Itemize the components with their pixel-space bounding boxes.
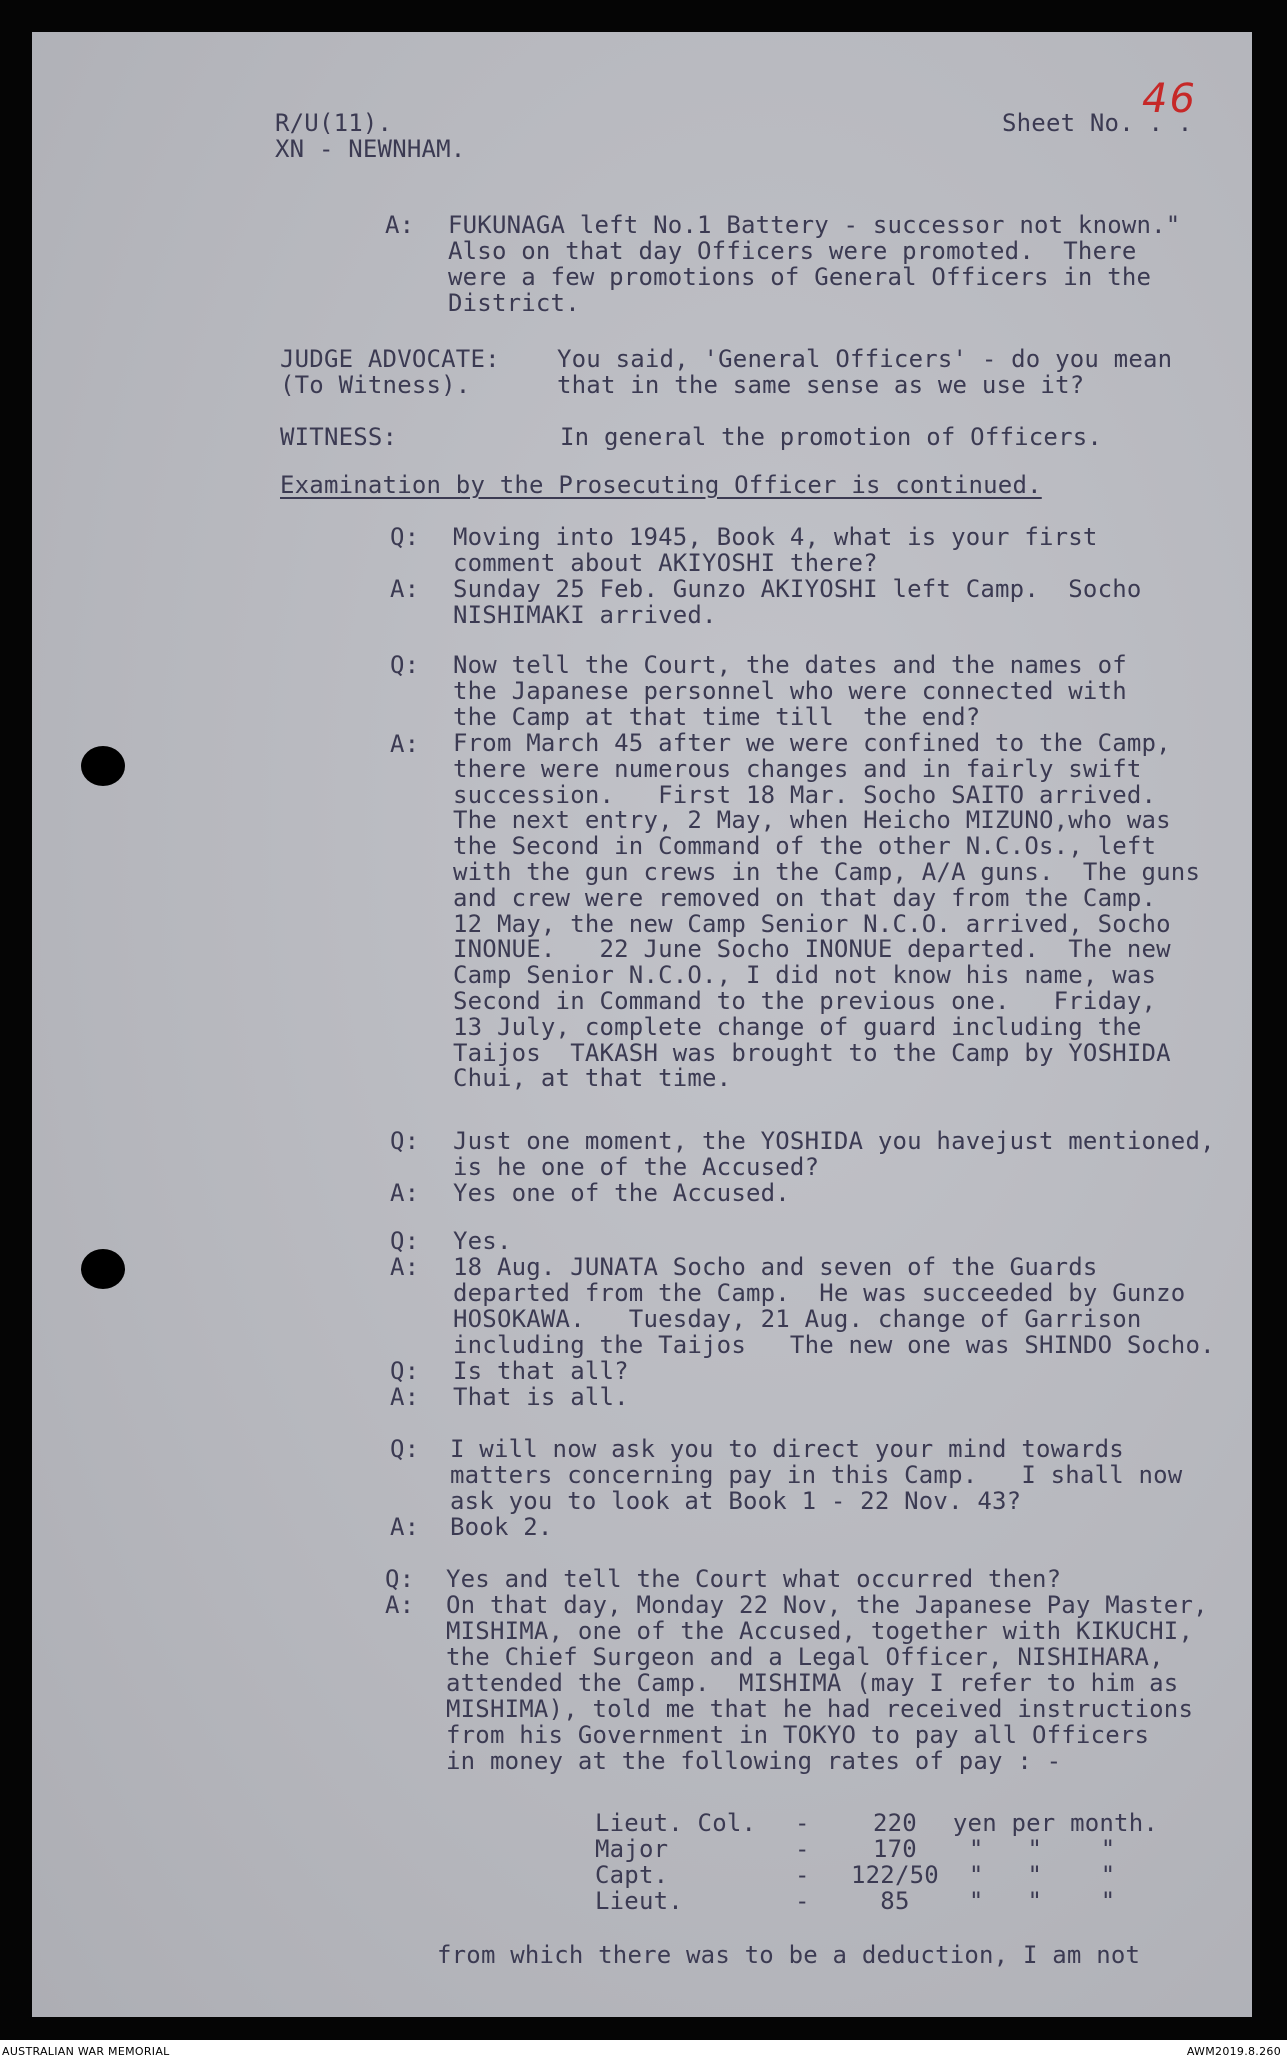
- question-mark: Q:: [390, 651, 420, 679]
- closing-line: from which there was to be a deduction, I am not: [437, 1941, 1141, 1969]
- pay-unit: " " ": [968, 1861, 1116, 1889]
- question-mark: Q:: [385, 1565, 415, 1593]
- table-row: [595, 1862, 1158, 1888]
- answer-mark: A:: [390, 1383, 420, 1411]
- judge-advocate-question: You said, 'General Officers' - do you mean that in the same sense as we use it?: [557, 345, 1173, 399]
- case-name: XN - NEWNHAM.: [275, 135, 466, 163]
- question-mark: Q:: [390, 1227, 420, 1255]
- answer-mark: A:: [390, 730, 420, 758]
- question-text: Just one moment, the YOSHIDA you havejust mentioned, is he one of the Accused?: [453, 1127, 1215, 1181]
- answer-text: From March 45 after we were confined to the Camp, there were numerous changes and in fairly swift succession. First 18 Mar. Socho SAITO arrived. The next entry, 2 May, when Heicho MIZUNO,who was the Second in Command of the other N.C.Os., left with the gun crews in the Camp, A/A guns. The guns and crew were removed on that day from the Camp. 12 May, the new Camp Senior N.C.O. arrived, Socho INONUE. 22 June Socho INONUE departed. The new Camp Senior N.C.O., I did not know his name, was Second in Command to the previous one. Friday, 13 July, complete change of guard including the Taijos TAKASH was brought to the Camp by YOSHIDA Chui, at that time.: [453, 729, 1201, 1093]
- speaker-witness: WITNESS:: [280, 423, 398, 451]
- pay-amount: 122/50: [851, 1861, 939, 1889]
- pay-amount: 170: [872, 1835, 917, 1863]
- question-mark: Q:: [390, 1435, 420, 1463]
- question-text: Now tell the Court, the dates and the names of the Japanese personnel who were connected with the Camp at that time till the end?: [453, 651, 1127, 731]
- question-text: Is that all?: [453, 1357, 629, 1385]
- question-mark: Q:: [390, 1357, 420, 1385]
- file-reference: R/U(11).: [275, 109, 393, 137]
- answer-mark: A:: [385, 1591, 415, 1619]
- footer-institution: AUSTRALIAN WAR MEMORIAL: [2, 2045, 170, 2058]
- pay-rank: Lieut. Col.: [595, 1809, 757, 1837]
- pay-dash: -: [795, 1809, 810, 1837]
- pay-unit: " " ": [968, 1835, 1116, 1863]
- section-heading: Examination by the Prosecuting Officer is continued.: [280, 471, 1042, 499]
- question-text: Yes and tell the Court what occurred then?: [446, 1565, 1062, 1593]
- answer-text: Yes one of the Accused.: [453, 1179, 790, 1207]
- answer-text: On that day, Monday 22 Nov, the Japanese Pay Master, MISHIMA, one of the Accused, together with KIKUCHI, the Chief Surgeon and a Legal Officer, NISHIHARA, attended the Camp. MISHIMA (may I refer to him as MISHIMA), told me that he had received instructions from his Government in TOKYO to pay all Officers in money at the following rates of pay : -: [446, 1591, 1208, 1775]
- table-row: [595, 1810, 1158, 1836]
- pay-rates-table: [595, 1810, 1158, 1914]
- sheet-label: Sheet No. . .: [1002, 109, 1193, 137]
- answer-text: Book 2.: [450, 1513, 553, 1541]
- answer-mark: A:: [390, 1513, 420, 1541]
- question-text: I will now ask you to direct your mind towards matters concerning pay in this Camp. I shall now ask you to look at Book 1 - 22 Nov. 43?: [450, 1435, 1183, 1515]
- pay-rank: Major: [595, 1835, 669, 1863]
- pay-dash: -: [795, 1887, 810, 1915]
- answer-text: FUKUNAGA left No.1 Battery - successor not known." Also on that day Officers were promoted. There were a few promotions of General Officers in the District.: [448, 211, 1181, 317]
- answer-mark: A:: [385, 211, 415, 239]
- answer-text: 18 Aug. JUNATA Socho and seven of the Guards departed from the Camp. He was succeeded by Gunzo HOSOKAWA. Tuesday, 21 Aug. change of Garrison including the Taijos The new one was SHINDO Socho.: [453, 1253, 1215, 1359]
- pay-unit: " " ": [968, 1887, 1116, 1915]
- table-row: [595, 1836, 1158, 1862]
- pay-dash: -: [795, 1861, 810, 1889]
- speaker-judge-advocate: JUDGE ADVOCATE: (To Witness).: [280, 345, 500, 399]
- table-row: [595, 1888, 1158, 1914]
- witness-answer: In general the promotion of Officers.: [560, 423, 1103, 451]
- pay-rank: Capt.: [595, 1861, 669, 1889]
- pay-dash: -: [795, 1835, 810, 1863]
- pay-rank: Lieut.: [595, 1887, 683, 1915]
- answer-mark: A:: [390, 575, 420, 603]
- question-mark: Q:: [390, 1127, 420, 1155]
- answer-text: That is all.: [453, 1383, 629, 1411]
- answer-text: Sunday 25 Feb. Gunzo AKIYOSHI left Camp. Socho NISHIMAKI arrived.: [453, 575, 1142, 629]
- sheet-number-handwritten: 46: [1142, 76, 1197, 122]
- question-text: Yes.: [453, 1227, 512, 1255]
- answer-mark: A:: [390, 1179, 420, 1207]
- pay-unit: yen per month.: [952, 1809, 1158, 1837]
- pay-amount: 85: [880, 1887, 910, 1915]
- answer-mark: A:: [390, 1253, 420, 1281]
- punch-hole-top: [81, 746, 125, 786]
- punch-hole-bottom: [81, 1249, 125, 1289]
- question-mark: Q:: [390, 523, 420, 551]
- document-page: [32, 32, 1252, 2017]
- question-text: Moving into 1945, Book 4, what is your first comment about AKIYOSHI there?: [453, 523, 1098, 577]
- pay-amount: 220: [872, 1809, 917, 1837]
- footer-accession-number: AWM2019.8.260: [1186, 2045, 1281, 2058]
